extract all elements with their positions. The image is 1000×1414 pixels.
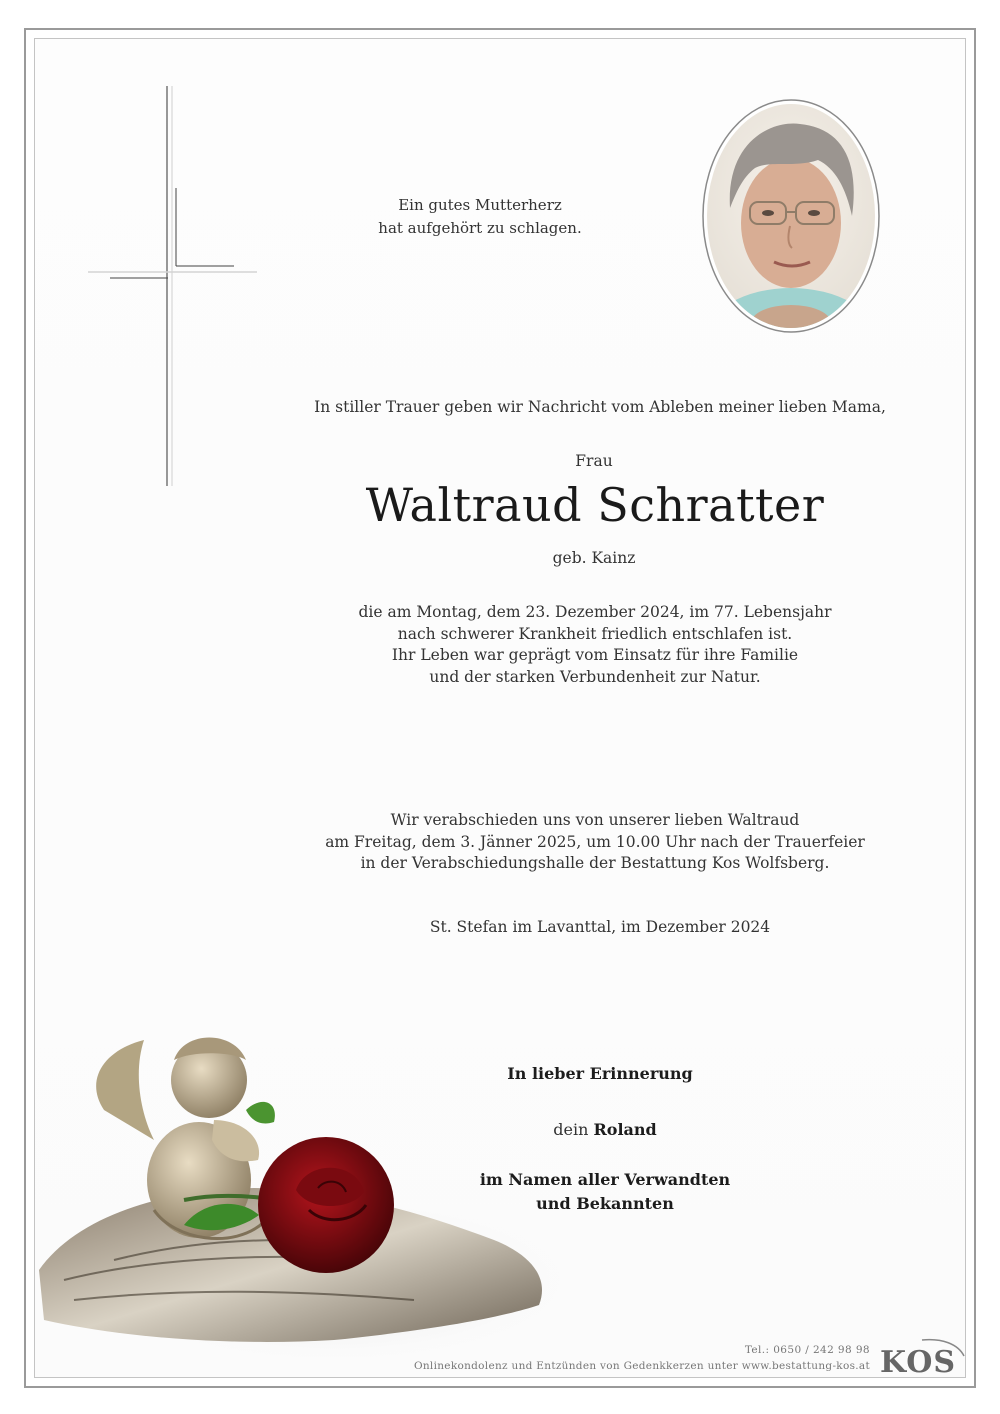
memory-heading: In lieber Erinnerung — [507, 1064, 693, 1083]
title-frau: Frau — [575, 452, 613, 470]
kos-logo — [876, 1334, 968, 1378]
logo-text: KOS — [880, 1345, 957, 1378]
farewell-line: am Freitag, dem 3. Jänner 2025, um 10.00 Uhr nach der Trauerfeier — [325, 832, 865, 851]
death-line: und der starken Verbundenheit zur Natur. — [429, 667, 761, 686]
motto — [330, 194, 630, 240]
motto-line-1: Ein gutes Mutterherz — [398, 196, 562, 214]
farewell-line: in der Verabschiedungshalle der Bestattung Kos Wolfsberg. — [360, 854, 830, 872]
death-line: die am Montag, dem 23. Dezember 2024, im 77. Lebensjahr — [358, 603, 832, 621]
cross-icon — [0, 0, 300, 600]
intro-text: In stiller Trauer geben wir Nachricht vom Ableben meiner lieben Mama, — [314, 398, 886, 416]
footer-phone: Tel.: 0650 / 242 98 98 — [744, 1344, 870, 1356]
footer-online-link[interactable]: Onlinekondolenz und Entzünden von Gedenkkerzen unter www.bestattung-kos.at — [413, 1360, 870, 1372]
signer-prefix: dein — [553, 1120, 589, 1139]
maiden-name: geb. Kainz — [552, 549, 636, 567]
angel-rose-image — [34, 960, 574, 1370]
death-line: Ihr Leben war geprägt vom Einsatz für ihre Familie — [391, 646, 799, 664]
farewell-paragraph — [320, 810, 870, 875]
signer-name: Roland — [593, 1120, 657, 1139]
deceased-name: Waltraud Schratter — [365, 478, 825, 532]
relatives-line-1: im Namen aller Verwandten — [479, 1170, 731, 1189]
farewell-line: Wir verabschieden uns von unserer lieben Waltraud — [390, 811, 800, 829]
motto-line-2: hat aufgehört zu schlagen. — [378, 219, 582, 237]
portrait-photo — [700, 98, 882, 338]
death-line: nach schwerer Krankheit friedlich entschlafen ist. — [397, 624, 793, 643]
death-paragraph — [330, 602, 860, 688]
place-date: St. Stefan im Lavanttal, im Dezember 2024 — [429, 918, 771, 936]
relatives-line-2: und Bekannten — [536, 1194, 674, 1213]
